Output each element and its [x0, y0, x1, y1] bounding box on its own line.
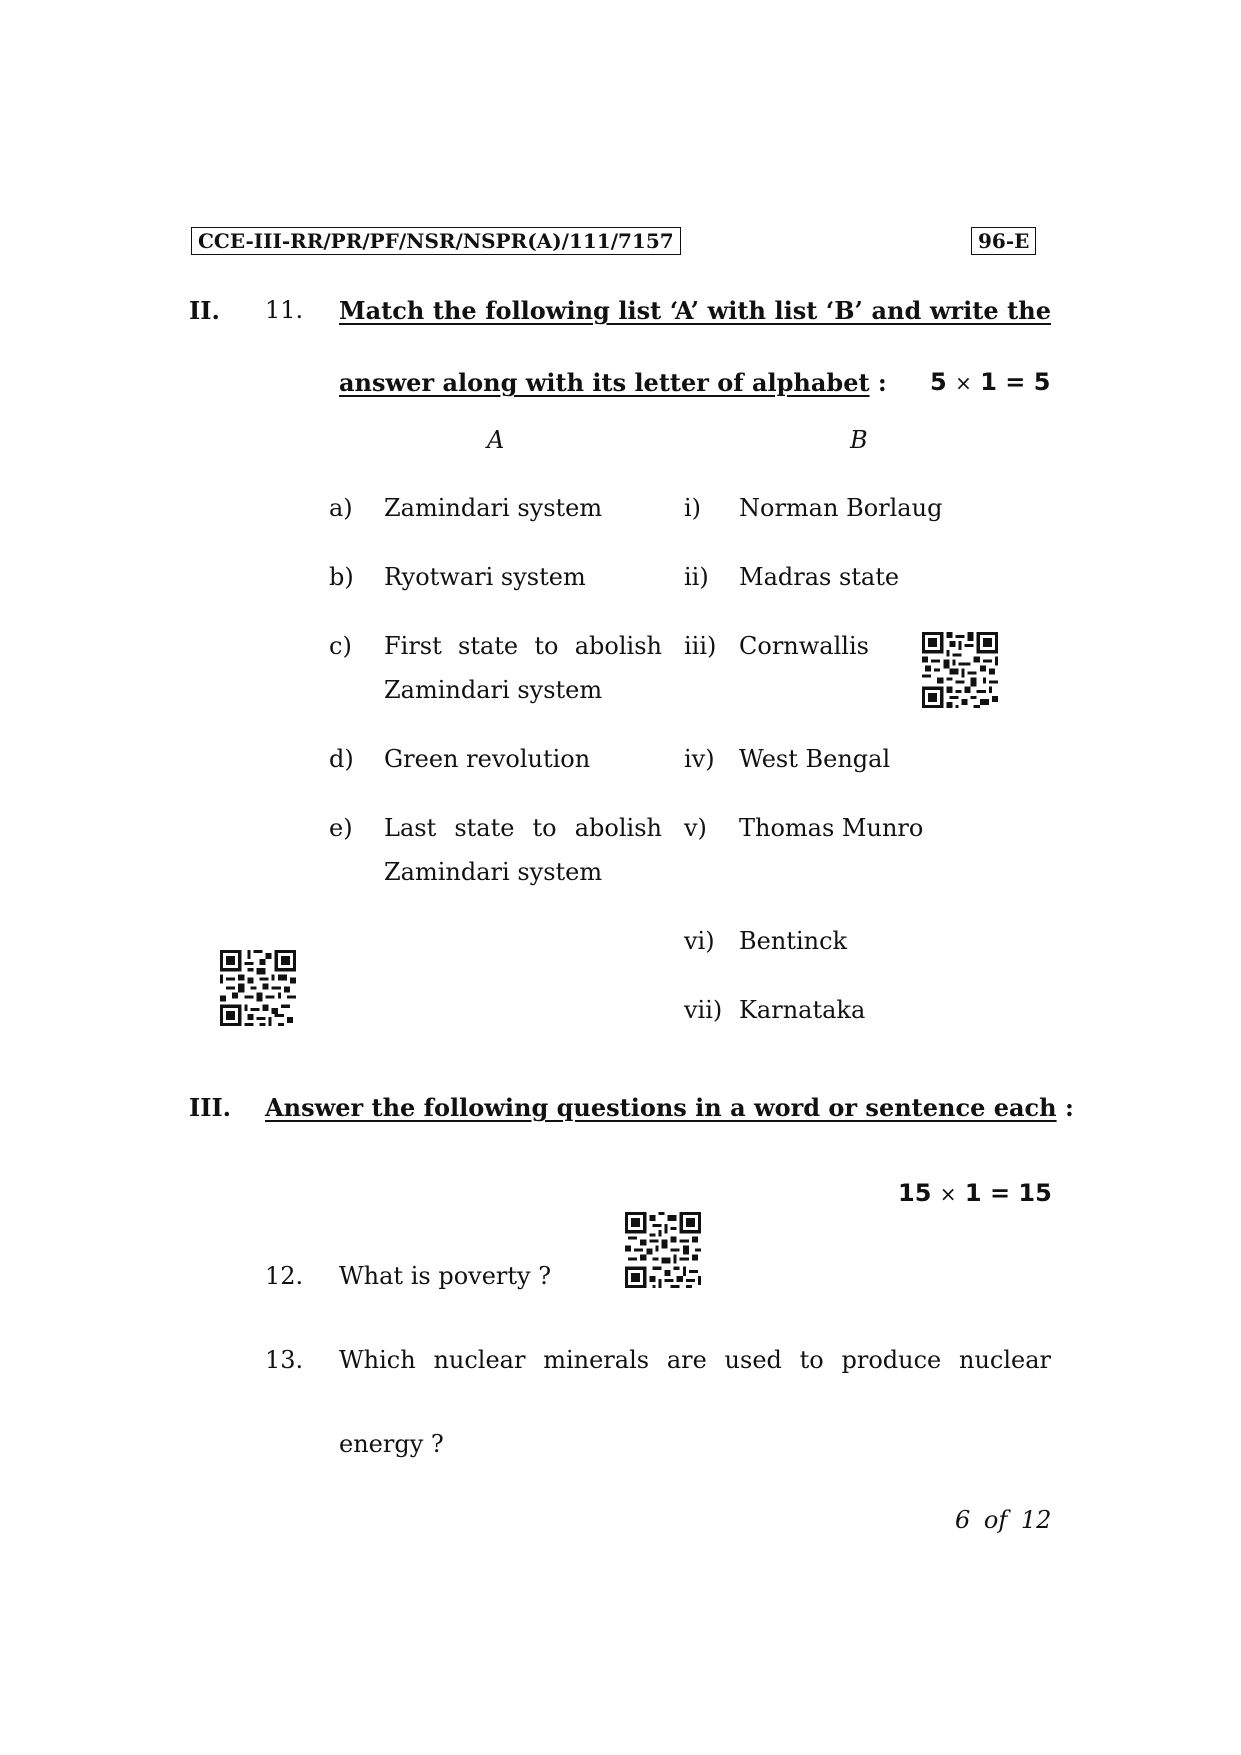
question-12-text: What is poverty ? — [339, 1262, 552, 1290]
list-b-label: v) — [684, 814, 707, 842]
times-sign: × — [939, 1182, 957, 1206]
list-a-item-continued: Zamindari system — [384, 858, 603, 886]
list-a-label: e) — [329, 814, 353, 842]
list-a-label: b) — [329, 563, 354, 591]
page-number: 6 of 12 — [955, 1506, 1052, 1534]
list-a-item: First state to abolish — [384, 632, 662, 660]
list-a-item: Ryotwari system — [384, 563, 586, 591]
list-a-item-continued: Zamindari system — [384, 676, 603, 704]
list-a-label: c) — [329, 632, 352, 660]
section-3-instruction-wrap — [265, 1093, 1074, 1122]
question-12-number: 12. — [265, 1262, 304, 1290]
column-a-heading: A — [487, 426, 505, 454]
section-3-colon: : — [1064, 1093, 1074, 1122]
list-a-item: Zamindari system — [384, 494, 603, 522]
question-11-marks — [930, 368, 1050, 396]
list-a-item: Green revolution — [384, 745, 591, 773]
list-a-label: a) — [329, 494, 353, 522]
question-11-instruction-line2-wrap — [339, 368, 887, 397]
list-b-item: Cornwallis — [739, 632, 869, 660]
question-11-number: 11. — [265, 296, 304, 324]
qr-code-icon — [922, 632, 998, 708]
marks-right: 1 = 15 — [964, 1179, 1052, 1207]
marks-left: 15 — [898, 1179, 932, 1207]
list-a-item: Last state to abolish — [384, 814, 662, 842]
list-b-label: vi) — [684, 927, 715, 955]
question-13-text: Which nuclear minerals are used to produce nuclear — [339, 1346, 1051, 1374]
list-b-item: Thomas Munro — [739, 814, 924, 842]
list-b-label: i) — [684, 494, 702, 522]
question-13-text-continued: energy ? — [339, 1430, 444, 1458]
list-b-item: Norman Borlaug — [739, 494, 943, 522]
marks-left: 5 — [930, 368, 947, 396]
question-11-instruction-line1: Match the following list ‘A’ with list ‘B’ and write the — [339, 296, 1051, 325]
list-b-item: West Bengal — [739, 745, 891, 773]
question-11-colon: : — [877, 368, 887, 397]
qr-code-icon — [220, 950, 296, 1026]
list-b-item: Bentinck — [739, 927, 848, 955]
section-3-instruction: Answer the following questions in a word or sentence each — [265, 1093, 1057, 1122]
column-b-heading: B — [850, 426, 868, 454]
list-b-label: vii) — [684, 996, 723, 1024]
question-13-number: 13. — [265, 1346, 304, 1374]
section-3-roman: III. — [189, 1093, 232, 1122]
times-sign: × — [955, 371, 972, 395]
list-b-item: Madras state — [739, 563, 900, 591]
section-2-roman: II. — [189, 296, 220, 325]
list-b-item: Karnataka — [739, 996, 866, 1024]
list-b-label: iii) — [684, 632, 717, 660]
version-code: 96-E — [971, 227, 1036, 255]
question-11-instruction-line2: answer along with its letter of alphabet — [339, 368, 870, 397]
exam-code: CCE-III-RR/PR/PF/NSR/NSPR(A)/111/7157 — [191, 227, 681, 255]
marks-right: 1 = 5 — [980, 368, 1051, 396]
section-3-marks — [898, 1179, 1052, 1207]
list-b-label: ii) — [684, 563, 709, 591]
qr-code-icon — [625, 1212, 701, 1288]
list-a-label: d) — [329, 745, 354, 773]
list-b-label: iv) — [684, 745, 715, 773]
